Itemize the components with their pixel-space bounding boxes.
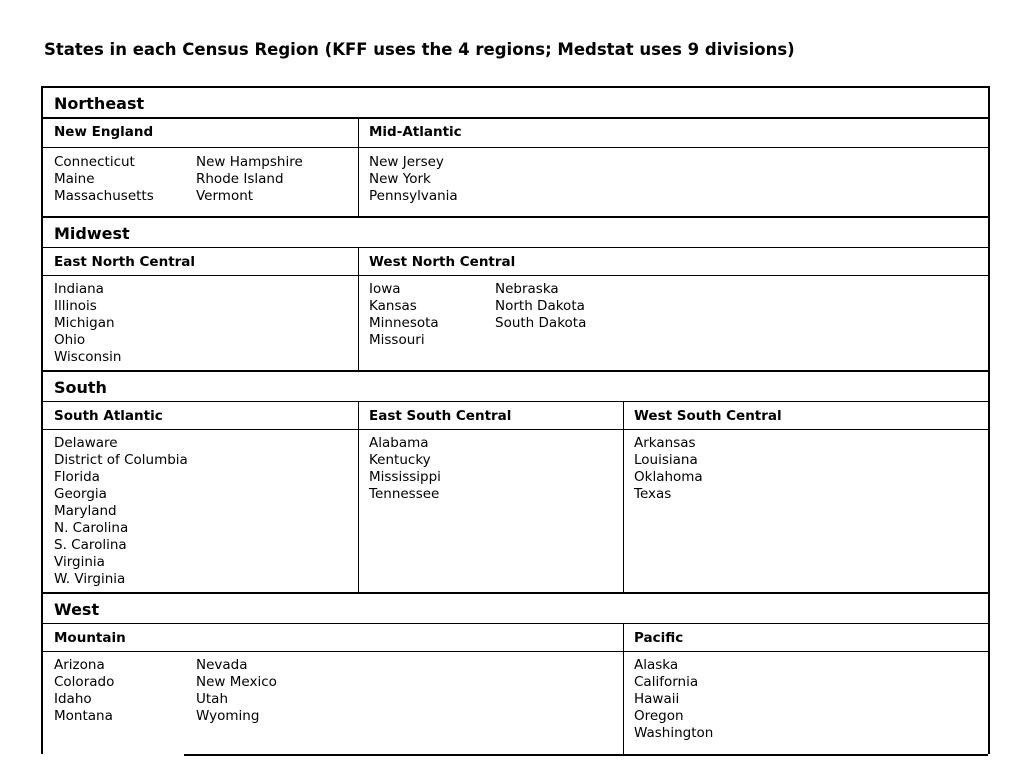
state-name: Pennsylvania: [369, 188, 458, 204]
divider: [43, 147, 988, 148]
bottom-rule: [184, 754, 988, 756]
state-name: Indiana: [54, 281, 104, 297]
state-list: [495, 281, 586, 332]
state-name: Iowa: [369, 281, 401, 297]
state-name: New Hampshire: [196, 154, 303, 170]
state-name: North Dakota: [495, 298, 585, 314]
state-name: New Mexico: [196, 674, 277, 690]
state-name: Tennessee: [369, 486, 440, 502]
state-name: Kentucky: [369, 452, 431, 468]
state-name: W. Virginia: [54, 571, 126, 587]
state-name: Louisiana: [634, 452, 698, 468]
state-name: Maryland: [54, 503, 117, 519]
column-divider: [623, 402, 624, 592]
column-divider: [358, 119, 359, 216]
divider: [43, 429, 988, 430]
state-list: [369, 281, 439, 349]
division-mountain-heading: Mountain: [54, 630, 126, 646]
column-divider: [623, 624, 624, 754]
state-list: [54, 657, 114, 725]
state-name: Michigan: [54, 315, 115, 331]
state-name: Connecticut: [54, 154, 135, 170]
region-northeast-heading: Northeast: [54, 94, 145, 113]
state-name: Utah: [196, 691, 229, 707]
division-west-north-central-heading: West North Central: [369, 254, 516, 270]
state-name: New York: [369, 171, 431, 187]
state-name: Georgia: [54, 486, 107, 502]
state-name: Nevada: [196, 657, 248, 673]
state-name: Missouri: [369, 332, 425, 348]
state-name: Washington: [634, 725, 714, 741]
state-list: [369, 435, 441, 503]
division-east-south-central-heading: East South Central: [369, 408, 512, 424]
division-east-north-central-heading: East North Central: [54, 254, 196, 270]
state-name: Delaware: [54, 435, 118, 451]
state-name: Alabama: [369, 435, 429, 451]
divider: [43, 216, 988, 218]
state-name: Nebraska: [495, 281, 559, 297]
division-new-england-heading: New England: [54, 124, 154, 140]
state-name: Florida: [54, 469, 100, 485]
state-list: [369, 154, 458, 205]
state-list: [196, 657, 277, 725]
state-name: District of Columbia: [54, 452, 188, 468]
division-mid-atlantic-heading: Mid-Atlantic: [369, 124, 462, 140]
state-list: [634, 657, 713, 742]
state-name: Minnesota: [369, 315, 439, 331]
divider: [43, 370, 988, 372]
region-west-heading: West: [54, 600, 100, 619]
state-name: Arizona: [54, 657, 105, 673]
state-name: Wisconsin: [54, 349, 122, 365]
state-name: Idaho: [54, 691, 92, 707]
state-list: [54, 281, 121, 366]
state-name: Virginia: [54, 554, 105, 570]
divider: [43, 117, 988, 119]
divider: [43, 275, 988, 276]
state-list: [54, 154, 154, 205]
state-name: Colorado: [54, 674, 115, 690]
region-south-heading: South: [54, 378, 107, 397]
column-divider: [358, 248, 359, 370]
state-name: Oregon: [634, 708, 684, 724]
state-name: Texas: [634, 486, 672, 502]
state-name: South Dakota: [495, 315, 587, 331]
divider: [43, 592, 988, 594]
state-name: Mississippi: [369, 469, 441, 485]
state-name: Illinois: [54, 298, 97, 314]
divider: [43, 623, 988, 624]
state-name: Massachusetts: [54, 188, 154, 204]
state-name: Maine: [54, 171, 95, 187]
state-list: [54, 435, 188, 588]
division-pacific-heading: Pacific: [634, 630, 684, 646]
state-name: S. Carolina: [54, 537, 127, 553]
state-name: Rhode Island: [196, 171, 284, 187]
division-south-atlantic-heading: South Atlantic: [54, 408, 163, 424]
state-name: Vermont: [196, 188, 254, 204]
divider: [43, 247, 988, 248]
state-name: Oklahoma: [634, 469, 703, 485]
page-title: States in each Census Region (KFF uses the 4 regions; Medstat uses 9 divisions): [44, 40, 795, 59]
state-name: Kansas: [369, 298, 417, 314]
column-divider: [358, 402, 359, 592]
division-west-south-central-heading: West South Central: [634, 408, 782, 424]
census-region-table: [41, 86, 990, 754]
state-name: California: [634, 674, 699, 690]
state-name: Arkansas: [634, 435, 696, 451]
divider: [43, 651, 988, 652]
region-midwest-heading: Midwest: [54, 224, 130, 243]
state-name: Wyoming: [196, 708, 260, 724]
state-name: N. Carolina: [54, 520, 129, 536]
divider: [43, 401, 988, 402]
state-name: New Jersey: [369, 154, 444, 170]
state-name: Hawaii: [634, 691, 680, 707]
state-name: Ohio: [54, 332, 86, 348]
state-name: Montana: [54, 708, 113, 724]
state-list: [634, 435, 703, 503]
state-list: [196, 154, 303, 205]
state-name: Alaska: [634, 657, 679, 673]
